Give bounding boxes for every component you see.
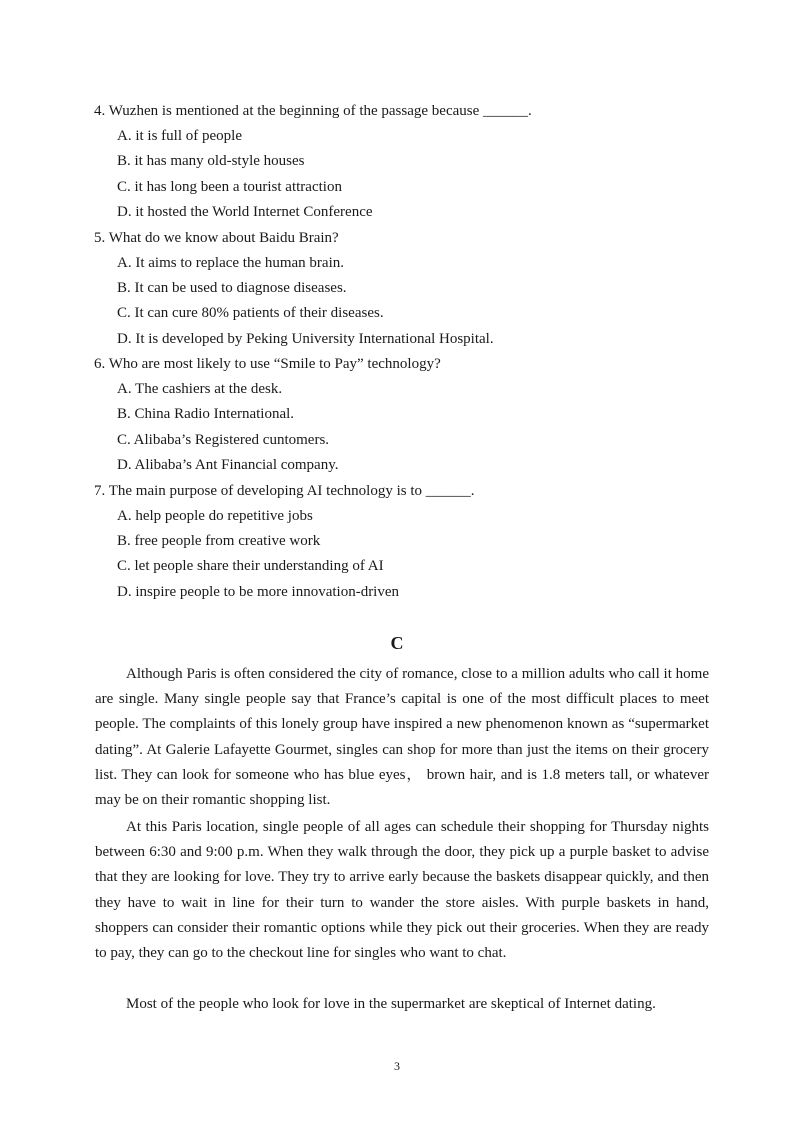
question-5-stem: 5. What do we know about Baidu Brain? [94,230,339,246]
question-6-option-a: A. The cashiers at the desk. [117,381,283,397]
question-7-option-c: C. let people share their understanding of AI [117,558,384,574]
question-5-option-c: C. It can cure 80% patients of their diseases. [117,305,384,321]
question-4-option-d: D. it hosted the World Internet Conference [117,204,373,220]
question-7-option-d: D. inspire people to be more innovation-driven [117,584,400,600]
passage-paragraph-3: Most of the people who look for love in the supermarket are skeptical of Internet dating. [126,996,656,1012]
question-4-option-b: B. it has many old-style houses [117,153,305,169]
question-5-option-a: A. It aims to replace the human brain. [117,255,345,271]
question-4-option-c: C. it has long been a tourist attraction [117,179,342,195]
question-4-option-a: A. it is full of people [117,128,242,144]
question-7-option-a: A. help people do repetitive jobs [117,508,313,524]
question-6-option-b: B. China Radio International. [117,406,295,422]
question-6-option-d: D. Alibaba’s Ant Financial company. [117,457,339,473]
page-number: 3 [394,1059,400,1073]
question-6-option-c: C. Alibaba’s Registered cuntomers. [117,432,330,448]
question-5-option-b: B. It can be used to diagnose diseases. [117,280,347,296]
question-5-option-d: D. It is developed by Peking University International Hospital. [117,331,494,347]
passage-paragraph-2: At this Paris location, single people of all ages can schedule their shopping for Thursday nights between 6:30 and 9:00 p.m. When they walk through the door, they pick up a purple basket to advise that they are looking for love. They try to arrive early because the baskets disappear quickly, and then they have to wait in line for their turn to wander the store aisles. With purple baskets in hand, shoppers can consider their romantic options while they pick out their groceries. When they are ready to pay, they can go to the checkout line for singles who want to chat. [95,819,709,962]
section-heading: C [390,633,404,653]
question-6-stem: 6. Who are most likely to use “Smile to Pay” technology? [94,356,441,372]
passage-paragraph-1: Although Paris is often considered the city of romance, close to a million adults who call it home are single. Many single people say that France’s capital is one of the most difficult places to meet people. The complaints of this lonely group have inspired a new phenomenon known as “supermarket dating”. At Galerie Lafayette Gourmet, singles can shop for more than just the items on their grocery list. They can look for someone who has blue eyes， brown hair, and is 1.8 meters tall, or whatever may be on their romantic shopping list. [95,666,709,809]
question-7-stem: 7. The main purpose of developing AI technology is to ______. [94,483,475,499]
question-4-stem: 4. Wuzhen is mentioned at the beginning of the passage because ______. [94,103,532,119]
question-7-option-b: B. free people from creative work [117,533,321,549]
